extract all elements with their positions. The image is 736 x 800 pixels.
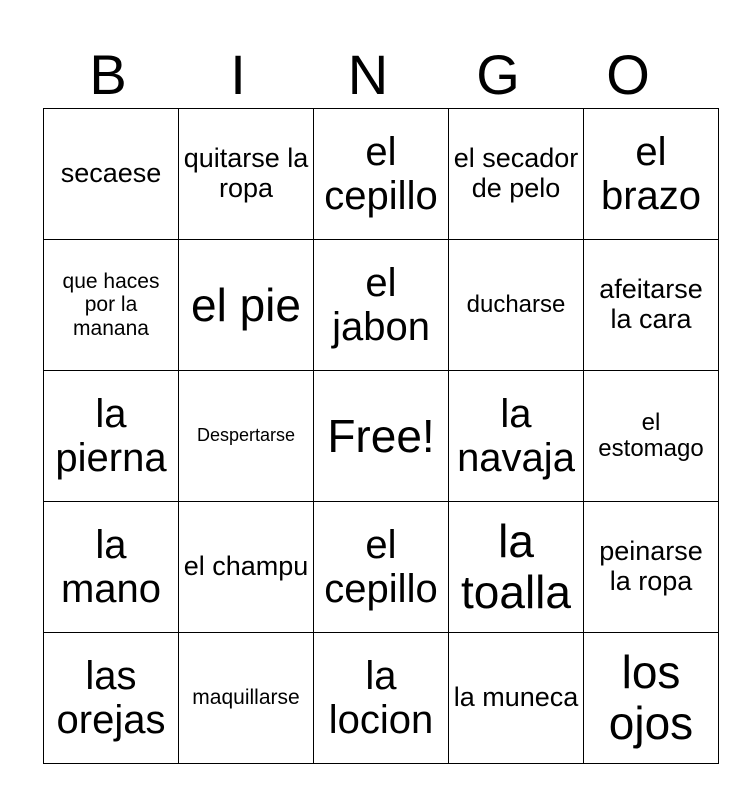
free-cell[interactable]: Free! <box>314 371 449 502</box>
header-letter-g: G <box>476 43 520 106</box>
bingo-header <box>43 42 693 108</box>
header-letter-o: O <box>606 43 650 106</box>
bingo-cell[interactable]: secaese <box>44 109 179 240</box>
bingo-cell[interactable]: la locion <box>314 633 449 764</box>
bingo-cell[interactable]: el cepillo <box>314 502 449 633</box>
bingo-cell[interactable]: que haces por la manana <box>44 240 179 371</box>
bingo-cell[interactable]: las orejas <box>44 633 179 764</box>
header-letter-n: N <box>347 43 389 106</box>
bingo-cell[interactable]: el brazo <box>584 109 719 240</box>
header-letter-b: B <box>89 43 127 106</box>
bingo-cell[interactable]: la navaja <box>449 371 584 502</box>
board-row <box>44 109 719 240</box>
bingo-cell[interactable]: la pierna <box>44 371 179 502</box>
bingo-cell[interactable]: el champu <box>179 502 314 633</box>
header-letter-i: I <box>230 43 246 106</box>
bingo-cell[interactable]: quitarse la ropa <box>179 109 314 240</box>
bingo-cell[interactable]: el jabon <box>314 240 449 371</box>
board-row <box>44 371 719 502</box>
bingo-cell[interactable]: los ojos <box>584 633 719 764</box>
bingo-cell[interactable]: el secador de pelo <box>449 109 584 240</box>
bingo-cell[interactable]: el estomago <box>584 371 719 502</box>
board-row <box>44 240 719 371</box>
bingo-cell[interactable]: la mano <box>44 502 179 633</box>
board-row <box>44 633 719 764</box>
bingo-cell[interactable]: peinarse la ropa <box>584 502 719 633</box>
bingo-cell[interactable]: maquillarse <box>179 633 314 764</box>
bingo-cell[interactable]: ducharse <box>449 240 584 371</box>
bingo-cell[interactable]: afeitarse la cara <box>584 240 719 371</box>
bingo-cell[interactable]: la muneca <box>449 633 584 764</box>
bingo-board <box>43 108 719 764</box>
board-row <box>44 502 719 633</box>
bingo-cell[interactable]: el cepillo <box>314 109 449 240</box>
bingo-cell[interactable]: el pie <box>179 240 314 371</box>
bingo-cell[interactable]: la toalla <box>449 502 584 633</box>
bingo-cell[interactable]: Despertarse <box>179 371 314 502</box>
